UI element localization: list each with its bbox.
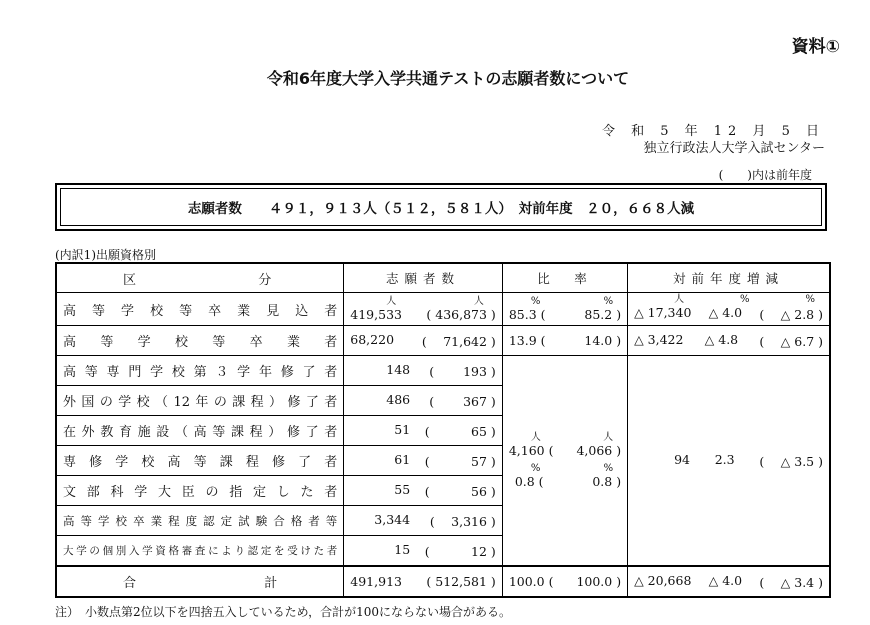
ratio-prev: 14.0 ) — [584, 333, 622, 348]
change-cell — [628, 326, 830, 356]
applicants-cell — [344, 293, 503, 326]
ratio: 13.9 ( — [508, 333, 546, 348]
total-row — [56, 566, 830, 597]
table-row — [56, 293, 830, 326]
other-ratio: 0.8 ( — [514, 473, 544, 489]
header-row — [56, 263, 830, 293]
other-ratio-prev: 0.8 ) — [592, 473, 622, 489]
page-title: 令和6年度大学入学共通テストの志願者数について — [266, 69, 630, 88]
footnote: 注） 小数点第2位以下を四捨五入しているため，合計が100にならない場合がある。 — [55, 605, 512, 619]
count: 3,344 — [374, 511, 411, 527]
total-count: 491,913 — [350, 574, 402, 589]
total-change-cell — [628, 566, 830, 597]
total-change: △ 20,668 — [634, 572, 692, 588]
total-ratio-cell — [502, 566, 627, 597]
applicants-cell — [344, 446, 503, 476]
header-category-left: 区 — [123, 272, 143, 288]
table-row — [56, 326, 830, 356]
row-label: 専修学校高等課程修了者 — [56, 446, 344, 476]
total-label-left: 合 — [123, 576, 137, 591]
count: 61 — [394, 451, 411, 467]
total-ratio-prev: 100.0 ) — [576, 574, 622, 589]
applicants-cell — [344, 506, 503, 536]
organization: 独立行政法人大学入試センター — [643, 141, 825, 156]
row-label: 高等学校等卒業者 — [56, 326, 344, 356]
row-label: 文部科学大臣の指定した者 — [56, 476, 344, 506]
prev-count: ( 3,316 ) — [429, 513, 496, 529]
unit: 人 — [603, 431, 614, 443]
row-label: 外国の学校（12年の課程）修了者 — [56, 386, 344, 416]
ratio-cell — [502, 326, 627, 356]
row-label: 高等専門学校第３学年修了者 — [56, 356, 344, 386]
row-label: 大学の個別入学資格審査により認定を受けた者 — [56, 536, 344, 567]
ratio: 85.3 ( — [508, 306, 546, 322]
table-row — [56, 356, 830, 386]
summary-text: 志願者数 ４９１，９１３人（５１２，５８１人） 対前年度 ２０，６６８人減 — [187, 201, 695, 217]
applicants-cell — [344, 356, 503, 386]
unit: % — [805, 294, 815, 305]
total-prev-count: ( 512,581 ) — [426, 574, 496, 589]
unit: 人 — [473, 295, 484, 307]
applicants-cell — [344, 386, 503, 416]
total-label-right: 計 — [264, 576, 278, 591]
prev-count: ( 57 ) — [424, 453, 496, 469]
unit: 人 — [386, 295, 397, 307]
date: 令 和 5 年 12 月 5 日 — [601, 124, 825, 139]
prev-count: ( 56 ) — [424, 483, 496, 499]
unit: % — [603, 462, 614, 474]
applicants-cell — [344, 326, 503, 356]
ratio-cell — [502, 293, 627, 326]
change-pct: △ 4.8 — [704, 331, 739, 347]
applicants-cell — [344, 476, 503, 506]
unit: % — [603, 295, 614, 307]
change-prev: ( △ 2.8 ) — [759, 307, 823, 322]
total-ratio: 100.0 ( — [508, 574, 554, 589]
unit: % — [530, 462, 541, 474]
header-category-right: 分 — [258, 272, 278, 288]
header-change: 対前年度増減 — [628, 263, 830, 293]
total-change-prev: ( △ 3.4 ) — [759, 574, 823, 590]
change-prev: ( △ 6.7 ) — [759, 333, 823, 349]
applicants-cell — [344, 416, 503, 446]
header-applicants: 志願者数 — [344, 263, 503, 293]
header-category — [56, 263, 344, 293]
change: △ 17,340 — [634, 305, 692, 320]
change-cell — [628, 293, 830, 326]
row-label: 在外教育施設（高等課程）修了者 — [56, 416, 344, 446]
other-change-cell — [628, 356, 830, 567]
other-change: 94 — [674, 451, 690, 467]
header-ratio: 比 率 — [502, 263, 627, 293]
prev-count: ( 65 ) — [424, 423, 496, 439]
applicants-table — [55, 262, 831, 598]
count: 51 — [394, 421, 411, 437]
change-pct: △ 4.0 — [708, 305, 743, 320]
count: 55 — [394, 481, 411, 497]
applicants-cell — [344, 536, 503, 567]
total-label — [56, 566, 344, 597]
summary-box — [55, 183, 827, 231]
prev-year-note: ( )内は前年度 — [718, 168, 812, 182]
document-label: 資料① — [791, 37, 840, 57]
change: △ 3,422 — [634, 331, 684, 347]
count: 486 — [386, 391, 411, 407]
other-count: 4,160 ( — [508, 442, 554, 458]
unit: % — [740, 294, 750, 305]
prev-count: ( 436,873 ) — [426, 306, 496, 322]
breakdown-label: (内訳1)出願資格別 — [55, 248, 156, 262]
prev-count: ( 71,642 ) — [421, 333, 496, 349]
count: 419,533 — [350, 306, 402, 322]
total-change-pct: △ 4.0 — [708, 572, 743, 588]
unit: 人 — [674, 294, 685, 305]
count: 15 — [394, 541, 411, 557]
unit: 人 — [530, 431, 541, 443]
count: 68,220 — [350, 331, 395, 347]
count: 148 — [386, 361, 411, 377]
row-label: 高等学校卒業程度認定試験合格者等 — [56, 506, 344, 536]
other-prev-count: 4,066 ) — [576, 442, 622, 458]
row-label: 高等学校等卒業見込者 — [56, 293, 344, 326]
prev-count: ( 367 ) — [429, 393, 496, 409]
prev-count: ( 12 ) — [424, 543, 496, 559]
other-ratio-cell — [502, 356, 627, 567]
prev-count: ( 193 ) — [429, 363, 496, 379]
other-change-prev: ( △ 3.5 ) — [759, 453, 823, 469]
unit: % — [530, 295, 541, 307]
other-change-pct: 2.3 — [714, 451, 735, 467]
total-applicants-cell — [344, 566, 503, 597]
ratio-prev: 85.2 ) — [584, 306, 622, 322]
